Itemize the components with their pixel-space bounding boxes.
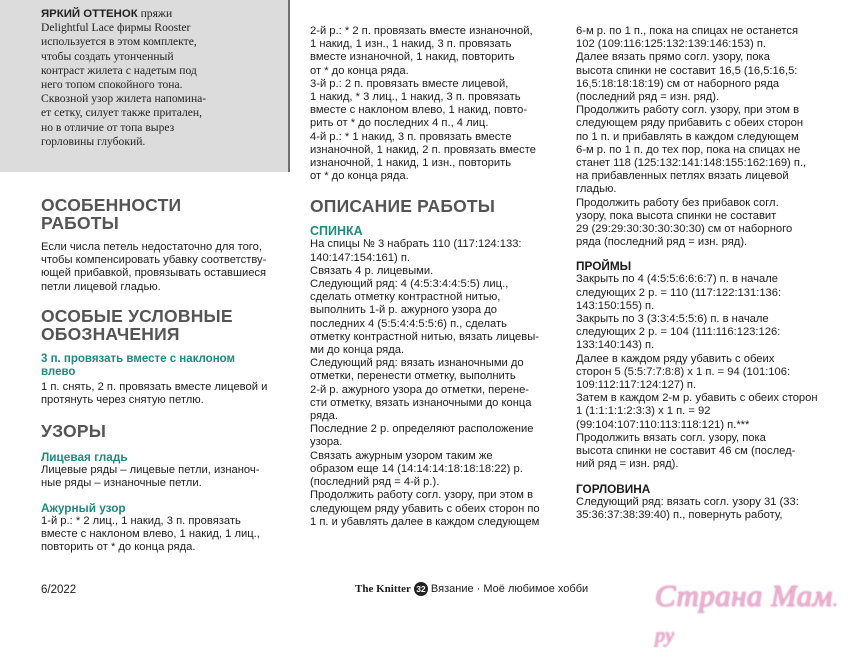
stockinette-title: Лицевая гладь	[41, 450, 128, 465]
lace-text: 1-й р.: * 2 лиц., 1 накид, 3 п. провязать вместе с наклоном влево, 1 накид, 1 лиц., повторить от * до конца ряда.	[41, 514, 260, 554]
armholes-heading: ПРОЙМЫ	[576, 259, 632, 274]
symbol-title: 3 п. провязать вместе с наклоном влево	[41, 352, 236, 379]
description-heading: ОПИСАНИЕ РАБОТЫ	[310, 196, 496, 217]
intro-line: чтобы создать утонченный	[41, 49, 174, 63]
patterns-heading: УЗОРЫ	[41, 421, 107, 442]
stockinette-text: Лицевые ряды – лицевые петли, изнаноч- ные ряды – изнаночные петли.	[41, 464, 260, 490]
features-heading: ОСОБЕННОСТИ РАБОТЫ	[41, 195, 182, 233]
intro-box	[0, 0, 290, 172]
intro-line: него топом спокойного тона.	[41, 78, 183, 92]
intro-lead: ЯРКИЙ ОТТЕНОК	[41, 8, 138, 20]
page-number-badge: 32	[414, 582, 428, 596]
symbols-heading: ОСОБЫЕ УСЛОВНЫЕ ОБОЗНАЧЕНИЯ	[41, 305, 233, 344]
intro-line: горловины глубокий.	[41, 134, 146, 148]
intro-line: используется в этом комплекте,	[41, 35, 197, 49]
intro-line: но в отличие от топа вырез	[41, 120, 175, 134]
back-continued-text: 6-м р. по 1 п., пока на спицах не останется 102 (109:116:125:132:139:146:153) п. Далее вязать прямо согл. узору, пока высота спинки не составит 16,5 (16,5:16,5: 16,5:18:18:18:19) см от наборного ряда (последний ряд = изн. ряд). Продолжить работу согл. узору, при этом в следующем ряду прибавить с обеих сторон по 1 п. и прибавлять в каждом следующем 6-м р. по 1 п. до тех пор, пока на спицах не станет 118 (125:132:141:148:155:162:169) п., на прибавленных петлях вязать лицевой гладью. Продолжить работу без прибавок согл. узору, пока высота спинки не составит 29 (29:29:30:30:30:30:30) см от наборного ряда (последний ряд = изн. ряд).	[576, 25, 807, 249]
symbol-text: 1 п. снять, 2 п. провязать вместе лицевой и протянуть через снятую петлю.	[41, 380, 268, 407]
magazine-footer	[355, 582, 588, 596]
intro-line: Delightful Lace фирмы Rooster	[41, 21, 191, 35]
back-heading: СПИНКА	[310, 224, 363, 239]
lace-rows-text: 2-й р.: * 2 п. провязать вместе изнаночной, 1 накид, 1 изн., 1 накид, 3 п. провязать вместе изнаночной, 1 накид, повторить от * до конца ряда. 3-й р.: 2 п. провязать вместе лицевой, 1 накид, * 3 лиц., 1 накид, 3 п. провязать вместе с наклоном влево, 1 накид, повто- рить от * до последних 4 п., 4 лиц. 4-й р.: * 1 накид, 3 п. провязать вместе изнаночной, 1 накид, 2 п. провязать вместе изнаночной, 1 накид, 1 изн., повторить от * до конца ряда.	[310, 25, 536, 183]
intro-divider	[288, 0, 290, 172]
armholes-text: Закрыть по 4 (4:5:5:6:6:6:7) п. в начале следующих 2 р. = 110 (117:122:131:136: 143:150:155) п. Закрыть по 3 (3:3:4:5:5:6) п. в начале следующих 2 р. = 104 (111:116:123:126: 133:140:143) п. Далее в каждом ряду убавить с обеих сторон 5 (5:5:7:7:8:8) х 1 п. = 94 (101:106: 109:112:117:124:127) п. Затем в каждом 2-м р. убавить с обеих сторон 1 (1:1:1:1:2:3:3) х 1 п. = 92 (99:104:107:110:113:118:121) п.*** Продолжить вязать согл. узору, пока высота спинки не составит 46 см (послед- ний ряд = изн. ряд).	[576, 273, 818, 471]
features-text: Если числа петель недостаточно для того, чтобы компенсировать убавку соответству- ющей прибавкой, провязывать оставшиеся петли лицевой гладью.	[41, 241, 267, 293]
neck-text: Следующий ряд: вязать согл. узору 31 (33: 35:36:37:38:39:40) п., повернуть работу,	[576, 495, 799, 521]
intro-line: ет сетку, силует также притален,	[41, 106, 202, 120]
intro-line: контраст жилета с надетым под	[41, 63, 197, 77]
site-watermark: Страна Мам. ру	[655, 578, 839, 647]
lace-title: Ажурный узор	[41, 500, 126, 515]
column-2	[310, 25, 572, 529]
column-1	[41, 196, 291, 554]
brand-name: The Knitter	[355, 582, 411, 595]
back-text: На спицы № 3 набрать 110 (117:124:133: 140:147:154:161) п. Связать 4 р. лицевыми. Следующий ряд: 4 (4:5:3:4:4:5:5) лиц., сделать отметку контрастной нитью, выполнить 1-й р. ажурного узора до последних 4 (5:5:4:4:5:5:6) п., сделать отметку контрастной нитью, вязать лицевы- ми до конца ряда. Следующий ряд: вязать изнаночными до отметки, перенести отметку, выполнить 2-й р. ажурного узора до отметки, перене- сти отметку, вязать изнаночными до конца ряда. Последние 2 р. определяют расположение узора. Связать ажурным узором таким же образом еще 14 (14:14:14:18:18:18:22) р. (последний ряд = 4-й р.). Продолжить работу согл. узору, при этом в следующем ряду убавить с обеих сторон по 1 п. и убавлять далее в каждом следующем	[310, 238, 540, 528]
intro-line: Сквозной узор жилета напомина-	[41, 92, 207, 106]
issue-number: 6/2022	[41, 584, 77, 596]
neck-heading: ГОРЛОВИНА	[576, 481, 651, 496]
intro-line: ЯРКИЙ ОТТЕНОК пряжи	[41, 7, 173, 20]
column-3	[576, 25, 858, 522]
tagline: Вязание · Моё любимое хобби	[430, 582, 589, 595]
